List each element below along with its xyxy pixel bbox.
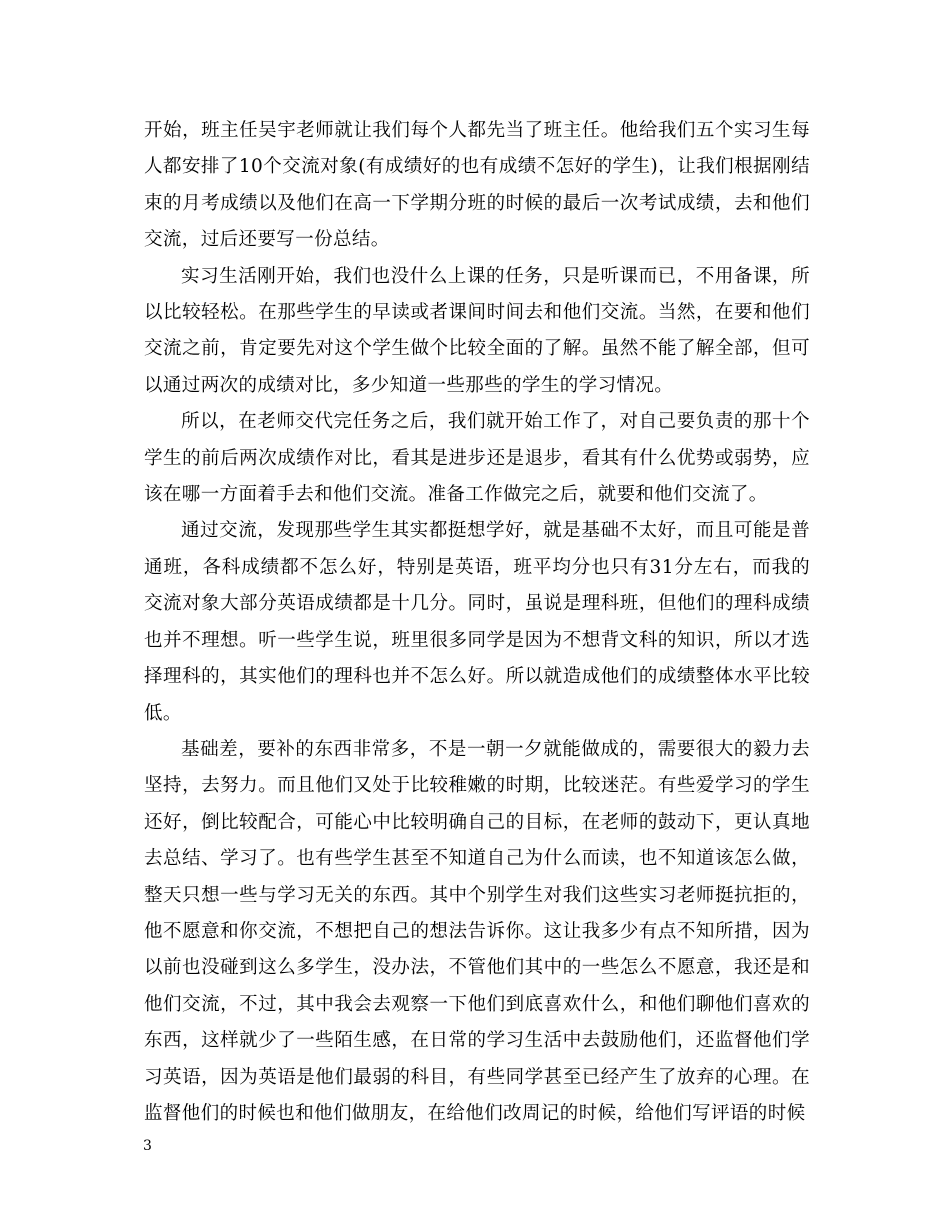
paragraph-5: 基础差，要补的东西非常多，不是一朝一夕就能做成的，需要很大的毅力去坚持，去努力。而且他们又处于比较稚嫩的时期，比较迷茫。有些爱学习的学生还好，倒比较配合，可能心中比较明确自己的目标，在老师的鼓动下，更认真地去总结、学习了。也有些学生甚至不知道自己为什么而读，也不知道该怎么做，整天只想一些与学习无关的东西。其中个别学生对我们这些实习老师挺抗拒的，他不愿意和你交流，不想把自己的想法告诉你。这让我多少有点不知所措，因为以前也没碰到这么多学生，没办法，不管他们其中的一些怎么不愿意，我还是和他们交流，不过，其中我会去观察一下他们到底喜欢什么，和他们聊他们喜欢的东西，这样就少了一些陌生感，在日常的学习生活中去鼓励他们，还监督他们学习英语，因为英语是他们最弱的科目，有些同学甚至已经产生了放弃的心理。在监督他们的时候也和他们做朋友，在给他们改周记的时候，给他们写评语的时候 (144, 738, 810, 1124)
body-text (144, 113, 810, 1132)
paragraph-3: 所以，在老师交代完任务之后，我们就开始工作了，对自己要负责的那十个学生的前后两次成绩作对比，看其是进步还是退步，看其有什么优势或弱势，应该在哪一方面着手去和他们交流。准备工作做完之后，就要和他们交流了。 (144, 411, 810, 506)
paragraph-1: 开始，班主任吴宇老师就让我们每个人都先当了班主任。他给我们五个实习生每人都安排了10个交流对象(有成绩好的也有成绩不怎好的学生)，让我们根据刚结束的月考成绩以及他们在高一下学期分班的时候的最后一次考试成绩，去和他们交流，过后还要写一份总结。 (144, 120, 810, 251)
paragraph-2: 实习生活刚开始，我们也没什么上课的任务，只是听课而已，不用备课，所以比较轻松。在那些学生的早读或者课间时间去和他们交流。当然，在要和他们交流之前，肯定要先对这个学生做个比较全面的了解。虽然不能了解全部，但可以通过两次的成绩对比，多少知道一些那些的学生的学习情况。 (144, 265, 810, 396)
paragraph-4: 通过交流，发现那些学生其实都挺想学好，就是基础不太好，而且可能是普通班，各科成绩都不怎么好，特别是英语，班平均分也只有31分左右，而我的交流对象大部分英语成绩都是十几分。同时，虽说是理科班，但他们的理科成绩也并不理想。听一些学生说，班里很多同学是因为不想背文科的知识，所以才选择理科的，其实他们的理科也并不怎么好。所以就造成他们的成绩整体水平比较低。 (144, 520, 810, 724)
page-number: 3 (143, 1138, 152, 1154)
